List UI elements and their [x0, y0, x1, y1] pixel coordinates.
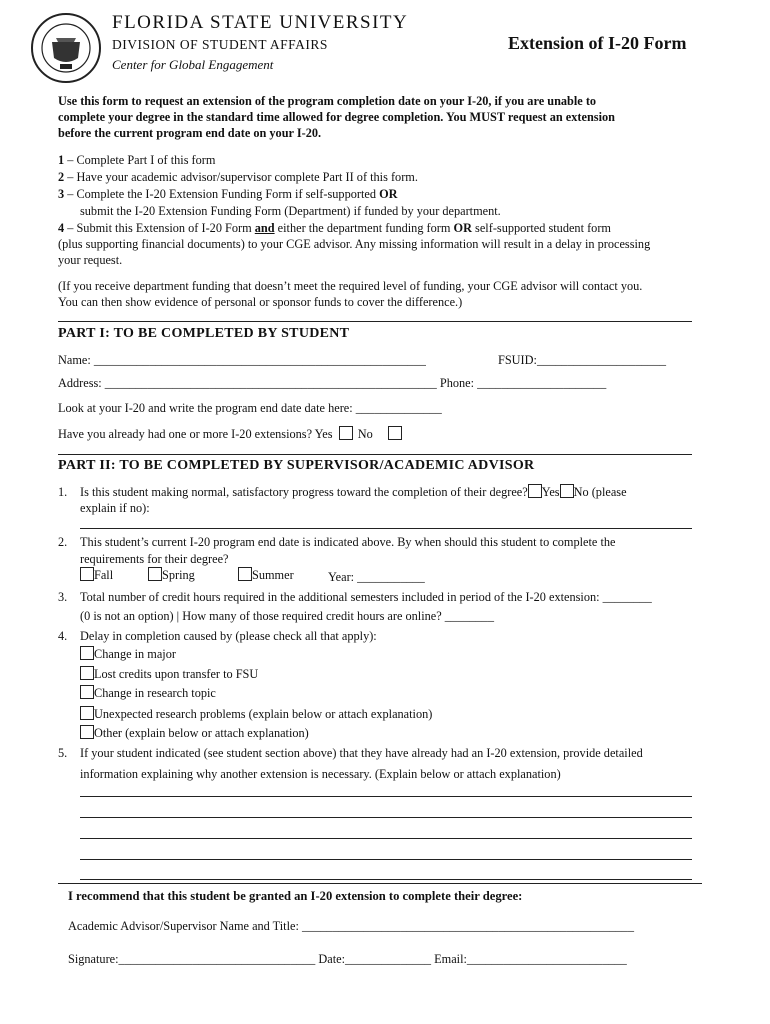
extensions-no-checkbox[interactable] — [388, 426, 402, 440]
intro-line-1: Use this form to request an extension of the program completion date on your I-20, if you are unable to — [58, 94, 597, 108]
answer-line[interactable] — [80, 879, 692, 880]
q1-yes-checkbox[interactable] — [528, 484, 542, 498]
delay-option: Other (explain below or attach explanation) — [80, 725, 309, 741]
divider — [58, 883, 702, 884]
prior-extensions-question: Have you already had one or more I-20 extensions? Yes No — [58, 426, 402, 442]
answer-line[interactable] — [80, 859, 692, 860]
division-name: DIVISION OF STUDENT AFFAIRS — [112, 37, 328, 52]
form-title: Extension of I-20 Form — [508, 33, 687, 53]
step-3: 3 – Complete the I-20 Extension Funding Form if self-supported OR — [58, 187, 398, 201]
question-5-text: If your student indicated (see student section above) that they have already had an I-20 extension, provide detailed — [80, 746, 643, 760]
other-checkbox[interactable] — [80, 725, 94, 739]
funding-note-line-2: You can then show evidence of personal or sponsor funds to cover the difference.) — [58, 295, 463, 309]
year-field[interactable]: Year: ___________ — [328, 570, 425, 584]
delay-option: Unexpected research problems (explain below or attach explanation) — [80, 706, 432, 722]
question-3-line-2[interactable]: (0 is not an option) | How many of those required credit hours are online? ________ — [80, 609, 494, 623]
program-end-date-field[interactable]: Look at your I-20 and write the program end date date here: ______________ — [58, 401, 442, 415]
center-name: Center for Global Engagement — [112, 57, 274, 72]
question-2-text: This student’s current I-20 program end date is indicated above. By when should this student to complete the — [80, 535, 616, 549]
step-4-line-3: your request. — [58, 253, 123, 267]
question-4-number: 4. — [58, 629, 68, 643]
intro-line-3: before the current program end date on your I-20. — [58, 126, 322, 140]
q1-no-checkbox[interactable] — [560, 484, 574, 498]
address-phone-field[interactable]: Address: ______________________________________________________ Phone: _____________________ — [58, 376, 607, 390]
university-name: FLORIDA STATE UNIVERSITY — [112, 12, 409, 33]
question-5-line-2: information explaining why another extension is necessary. (Explain below or attach explanation) — [80, 767, 561, 781]
answer-line[interactable] — [80, 528, 692, 529]
spring-option: Spring — [148, 567, 195, 583]
answer-line[interactable] — [80, 838, 692, 839]
fall-checkbox[interactable] — [80, 567, 94, 581]
delay-option: Change in research topic — [80, 685, 216, 701]
step-4: 4 – Submit this Extension of I-20 Form and either the department funding form OR self-supported student form — [58, 221, 611, 235]
recommendation-statement: I recommend that this student be granted an I-20 extension to complete their degree: — [68, 889, 523, 903]
summer-option: Summer — [238, 567, 294, 583]
intro-line-2: complete your degree in the standard time allowed for degree completion. You MUST request an extension — [58, 110, 615, 124]
divider — [58, 454, 692, 455]
divider — [58, 321, 692, 322]
question-1-text: Is this student making normal, satisfactory progress toward the completion of their degree? Yes No (please — [80, 485, 627, 499]
step-3-continued: submit the I-20 Extension Funding Form (Department) if funded by your department. — [80, 204, 501, 218]
step-1: 1 – Complete Part I of this form — [58, 153, 216, 167]
signature-date-email-field[interactable]: Signature:________________________________ Date:______________ Email:__________________________ — [68, 952, 627, 966]
question-1-line-2: explain if no): — [80, 501, 150, 515]
question-3-number: 3. — [58, 590, 68, 604]
unexpected-research-problems-checkbox[interactable] — [80, 706, 94, 720]
answer-line[interactable] — [80, 817, 692, 818]
fsuid-field[interactable]: FSUID:_____________________ — [498, 353, 667, 367]
change-research-topic-checkbox[interactable] — [80, 685, 94, 699]
term-options: Fall — [80, 567, 113, 583]
question-2-line-2: requirements for their degree? — [80, 552, 229, 566]
question-1: 1. — [58, 485, 68, 499]
name-field[interactable]: Name: ______________________________________________________ — [58, 353, 426, 367]
extensions-yes-checkbox[interactable] — [339, 426, 353, 440]
lost-credits-checkbox[interactable] — [80, 666, 94, 680]
summer-checkbox[interactable] — [238, 567, 252, 581]
question-4-text: Delay in completion caused by (please check all that apply): — [80, 629, 377, 643]
delay-option: Change in major — [80, 646, 176, 662]
part-1-heading: PART I: TO BE COMPLETED BY STUDENT — [58, 326, 350, 341]
funding-note-line-1: (If you receive department funding that doesn’t meet the required level of funding, your CGE advisor will contact you. — [58, 279, 643, 293]
answer-line[interactable] — [80, 796, 692, 797]
question-5-number: 5. — [58, 746, 68, 760]
advisor-name-title-field[interactable]: Academic Advisor/Supervisor Name and Title: ______________________________________________________ — [68, 919, 634, 933]
part-2-heading: PART II: TO BE COMPLETED BY SUPERVISOR/ACADEMIC ADVISOR — [58, 458, 535, 473]
question-3-text[interactable]: Total number of credit hours required in the additional semesters included in period of the I-20 extension: ________ — [80, 590, 652, 604]
spring-checkbox[interactable] — [148, 567, 162, 581]
step-2: 2 – Have your academic advisor/supervisor complete Part II of this form. — [58, 170, 418, 184]
change-in-major-checkbox[interactable] — [80, 646, 94, 660]
step-4-line-2: (plus supporting financial documents) to your CGE advisor. Any missing information will result in a delay in processing — [58, 237, 651, 251]
delay-option: Lost credits upon transfer to FSU — [80, 666, 258, 682]
fsu-seal-logo — [30, 12, 102, 84]
question-2-number: 2. — [58, 535, 68, 549]
